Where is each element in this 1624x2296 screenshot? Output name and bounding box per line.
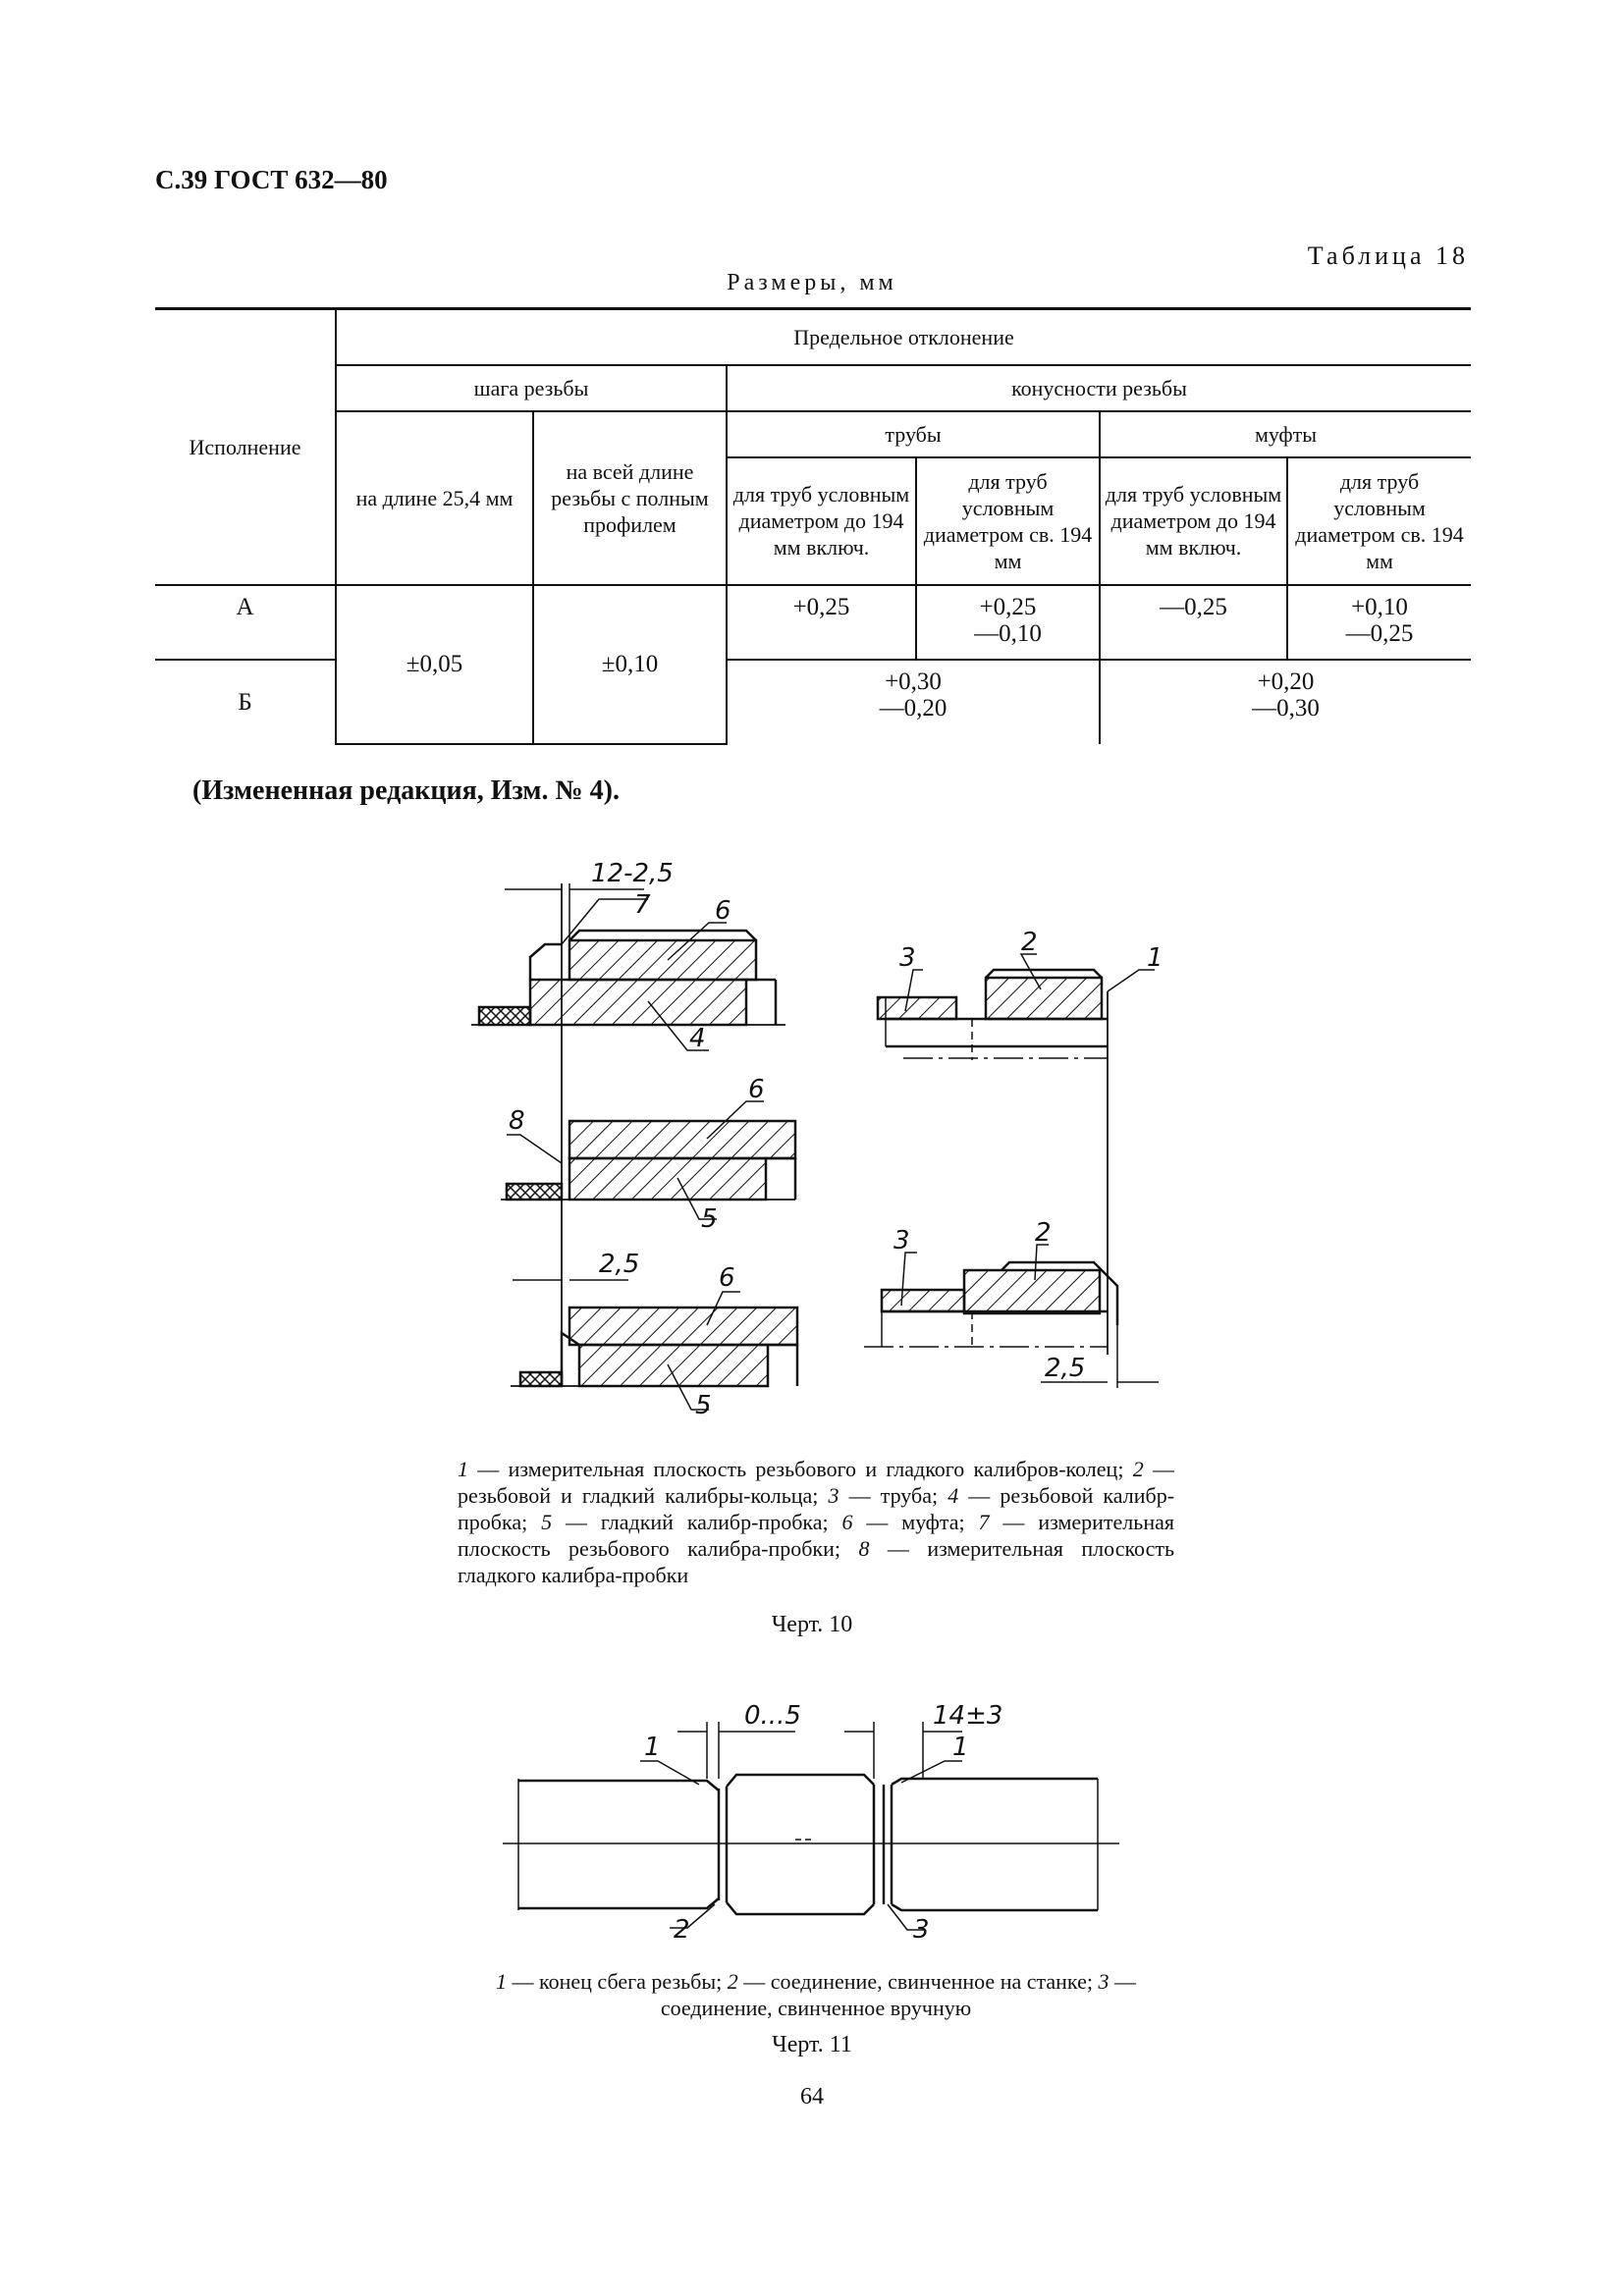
fig10-label-2a: 2 [1021, 928, 1038, 957]
fig10-label-1: 1 [1147, 943, 1164, 973]
header-full-length: на всей длине резьбы с полным профилем [533, 411, 727, 585]
fig11-dim-right: 14±3 [933, 1701, 1003, 1731]
header-length-25-4: на длине 25,4 мм [336, 411, 533, 585]
cell-pitch-length: ±0,05 [336, 585, 533, 744]
fig10-dim-right: 2,5 [1045, 1354, 1086, 1383]
fig10-label-4: 4 [689, 1024, 706, 1053]
table-label: Таблица 18 [1307, 241, 1469, 270]
header-pipe: трубы [727, 411, 1100, 457]
header-execution: Исполнение [155, 309, 336, 585]
fig11-label-3: 3 [913, 1915, 930, 1945]
fig10-label-7: 7 [634, 890, 651, 920]
amendment-note: (Измененная редакция, Изм. № 4). [192, 775, 620, 806]
fig10-plug-gauge-thread [471, 931, 785, 1025]
fig10-plug-gauge-smooth-top [501, 1121, 795, 1200]
cell-pitch-full: ±0,10 [533, 585, 727, 744]
fig10-ring-gauge-bottom [864, 1262, 1117, 1350]
figure-10-caption: Черт. 10 [771, 1612, 853, 1637]
fig10-dim-top: 12-2,5 [591, 859, 674, 888]
fig10-dim-mid: 2,5 [599, 1250, 640, 1279]
header-pipe-upto-194: для труб условным диаметром до 194 мм включ. [727, 457, 916, 585]
cell-b-coupling: +0,20 —0,30 [1100, 660, 1471, 744]
fig10-label-2b: 2 [1035, 1218, 1052, 1248]
header-pitch: шага резьбы [336, 365, 727, 411]
cell-b-pipe: +0,30 —0,20 [727, 660, 1100, 744]
table-units: Размеры, мм [727, 270, 897, 295]
header-taper: конусности резьбы [727, 365, 1471, 411]
row-a-label: А [155, 585, 336, 660]
figure-11-caption: Черт. 11 [772, 2032, 852, 2057]
fig10-label-5b: 5 [695, 1391, 712, 1420]
figure-10-drawing [452, 854, 1198, 1423]
figure-10-legend: 1 — измерительная плоскость резьбового и гладкого калибров-колец; 2 — резьбовой и гладкий калибры-кольца; 3 — труба; 4 — резьбовой калибр-пробка; 5 — гладкий калибр-пробка; 6 — муфта; 7 — измерительная плоскость резьбового калибра-пробки; 8 — измерительная плоскость гладкого калибра-пробки [458, 1457, 1175, 1587]
page-number: 64 [800, 2084, 824, 2109]
fig10-label-3b: 3 [893, 1226, 910, 1255]
header-coupling-upto-194: для труб условным диаметром до 194 мм включ. [1100, 457, 1287, 585]
tolerance-table [155, 307, 1471, 745]
fig10-ring-gauge-top [878, 970, 1108, 1060]
header-pipe-over-194: для труб условным диаметром св. 194 мм [916, 457, 1100, 585]
cell-a-coupling-upto: —0,25 [1100, 585, 1287, 660]
fig10-plug-gauge-smooth-bottom [511, 1308, 797, 1386]
fig11-label-1b: 1 [952, 1733, 969, 1762]
header-coupling: муфты [1100, 411, 1471, 457]
fig10-label-3a: 3 [899, 943, 916, 973]
page-header: С.39 ГОСТ 632—80 [155, 165, 388, 194]
figure-11-legend: 1 — конец сбега резьбы; 2 — соединение, свинченное на станке; 3 — соединение, свинченное вручную [496, 1969, 1136, 2020]
fig10-label-6c: 6 [719, 1263, 735, 1293]
fig10-label-5a: 5 [701, 1204, 718, 1234]
row-b-label: Б [155, 660, 336, 744]
header-coupling-over-194: для труб условным диаметром св. 194 мм [1287, 457, 1471, 585]
fig11-dim-left: 0...5 [744, 1701, 801, 1731]
fig11-label-2: 2 [674, 1915, 690, 1945]
header-limit-deviation: Предельное отклонение [336, 309, 1471, 365]
cell-a-pipe-over: +0,25 —0,10 [916, 585, 1100, 660]
fig11-label-1a: 1 [644, 1733, 661, 1762]
fig10-label-6b: 6 [748, 1075, 765, 1104]
cell-a-pipe-upto: +0,25 [727, 585, 916, 660]
figure-11-drawing [501, 1694, 1129, 1949]
fig10-label-6a: 6 [715, 896, 731, 926]
cell-a-coupling-over: +0,10 —0,25 [1287, 585, 1471, 660]
fig10-label-8: 8 [509, 1106, 525, 1136]
